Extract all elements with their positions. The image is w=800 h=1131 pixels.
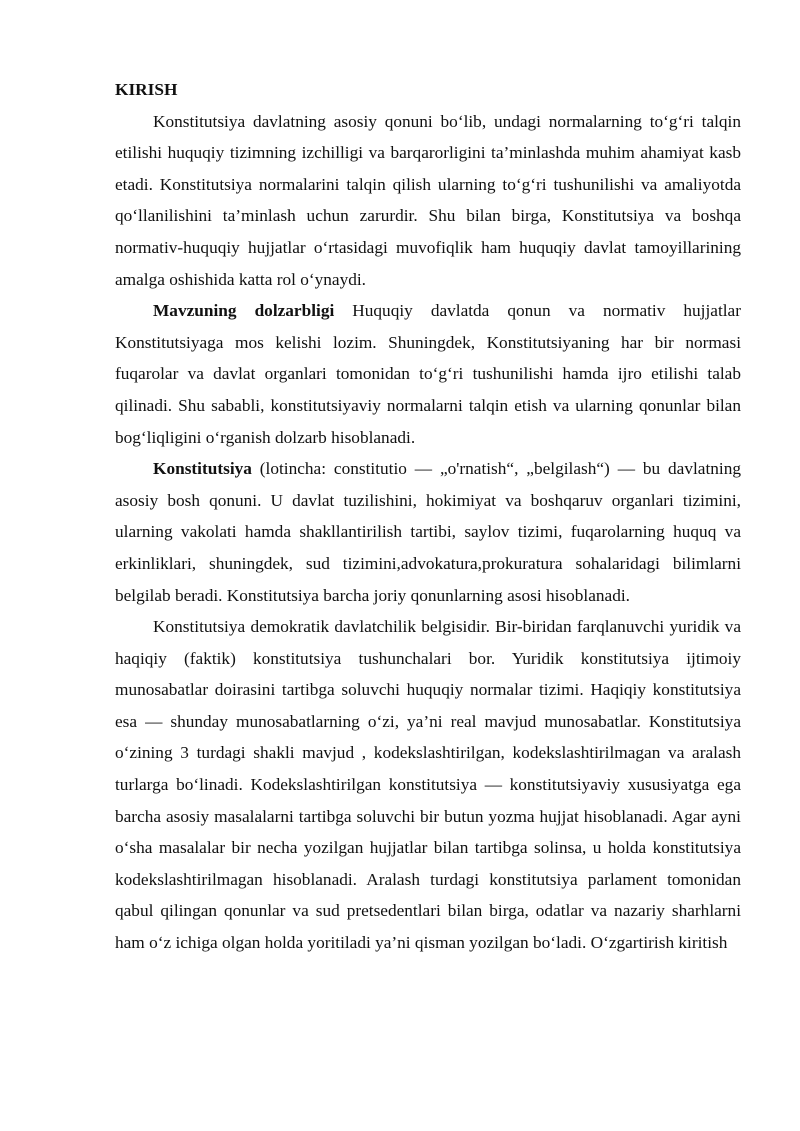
definition-paragraph-text: (lotincha: constitutio — „o'rnatish“, „belgilash“) — bu davlatning asosiy bosh qonuni. U davlat tuzilishini, hokimiyat va boshqaruv organlari tizimini, ularning vakolati hamda shakllantirilish tartibi, saylov tizimi, fuqarolarning huquq va erkinliklari, shuningdek, sud tizimini,advokatura,prokuratura sohalaridagi bilimlarni belgilab beradi. Konstitutsiya barcha joriy qonunlarning asosi hisoblanadi. <box>115 459 741 605</box>
page-content <box>115 74 741 959</box>
definition-lead-term: Konstitutsiya <box>153 459 252 479</box>
relevance-paragraph-text: Huquqiy davlatda qonun va normativ hujjatlar Konstitutsiyaga mos kelishi lozim. Shuningdek, Konstitutsiyaning har bir normasi fuqarolar va davlat organlari tomonidan to‘g‘ri tushunilishi hamda ijro etilishi talab qilinadi. Shu sababli, konstitutsiyaviy normalarni talqin etish va ularning qonunlar bilan bog‘liqligini o‘rganish dolzarb hisoblanadi. <box>115 301 741 447</box>
definition-paragraph <box>115 453 741 611</box>
intro-paragraph-text: Konstitutsiya davlatning asosiy qonuni bo‘lib, undagi normalarning to‘g‘ri talqin etilishi huquqiy tizimning izchilligi va barqarorligini ta’minlashda muhim ahamiyat kasb etadi. Konstitutsiya normalarini talqin qilish ularning to‘g‘ri tushunilishi va amaliyotda qo‘llanilishini ta’minlash uchun zarurdir. Shu bilan birga, Konstitutsiya va boshqa normativ-huquqiy hujjatlar o‘rtasidagi muvofiqlik ham huquqiy davlat tamoyillarining amalga oshishida katta rol o‘ynaydi. <box>115 111 741 289</box>
types-paragraph <box>115 611 741 959</box>
intro-paragraph <box>115 106 741 296</box>
relevance-lead-term: Mavzuning dolzarbligi <box>153 301 335 321</box>
types-paragraph-text: Konstitutsiya demokratik davlatchilik belgisidir. Bir-biridan farqlanuvchi yuridik va haqiqiy (faktik) konstitutsiya tushunchalari bor. Yuridik konstitutsiya ijtimoiy munosabatlar doirasini tartibga soluvchi huquqiy normalar tizimi. Haqiqiy konstitutsiya esa — shunday munosabatlarning o‘zi, ya’ni real mavjud munosabatlar. Konstitutsiya o‘zining 3 turdagi shakli mavjud , kodekslashtirilgan, kodekslashtirilmagan va aralash turlarga bo‘linadi. Kodekslashtirilgan konstitutsiya — konstitutsiyaviy xususiyatga ega barcha asosiy masalalarni tartibga soluvchi bir butun yozma hujjat hisoblanadi. Agar ayni o‘sha masalalar bir necha yozilgan hujjatlar bilan tartibga solinsa, u holda konstitutsiya kodekslashtirilmagan hisoblanadi. Aralash turdagi konstitutsiya parlament tomonidan qabul qilingan qonunlar va sud pretsedentlari bilan birga, odatlar va nazariy sharhlarni ham o‘z ichiga olgan holda yoritiladi ya’ni qisman yozilgan bo‘ladi. O‘zgartirish kiritish <box>115 617 741 953</box>
section-heading: KIRISH <box>115 80 178 99</box>
relevance-paragraph <box>115 295 741 453</box>
